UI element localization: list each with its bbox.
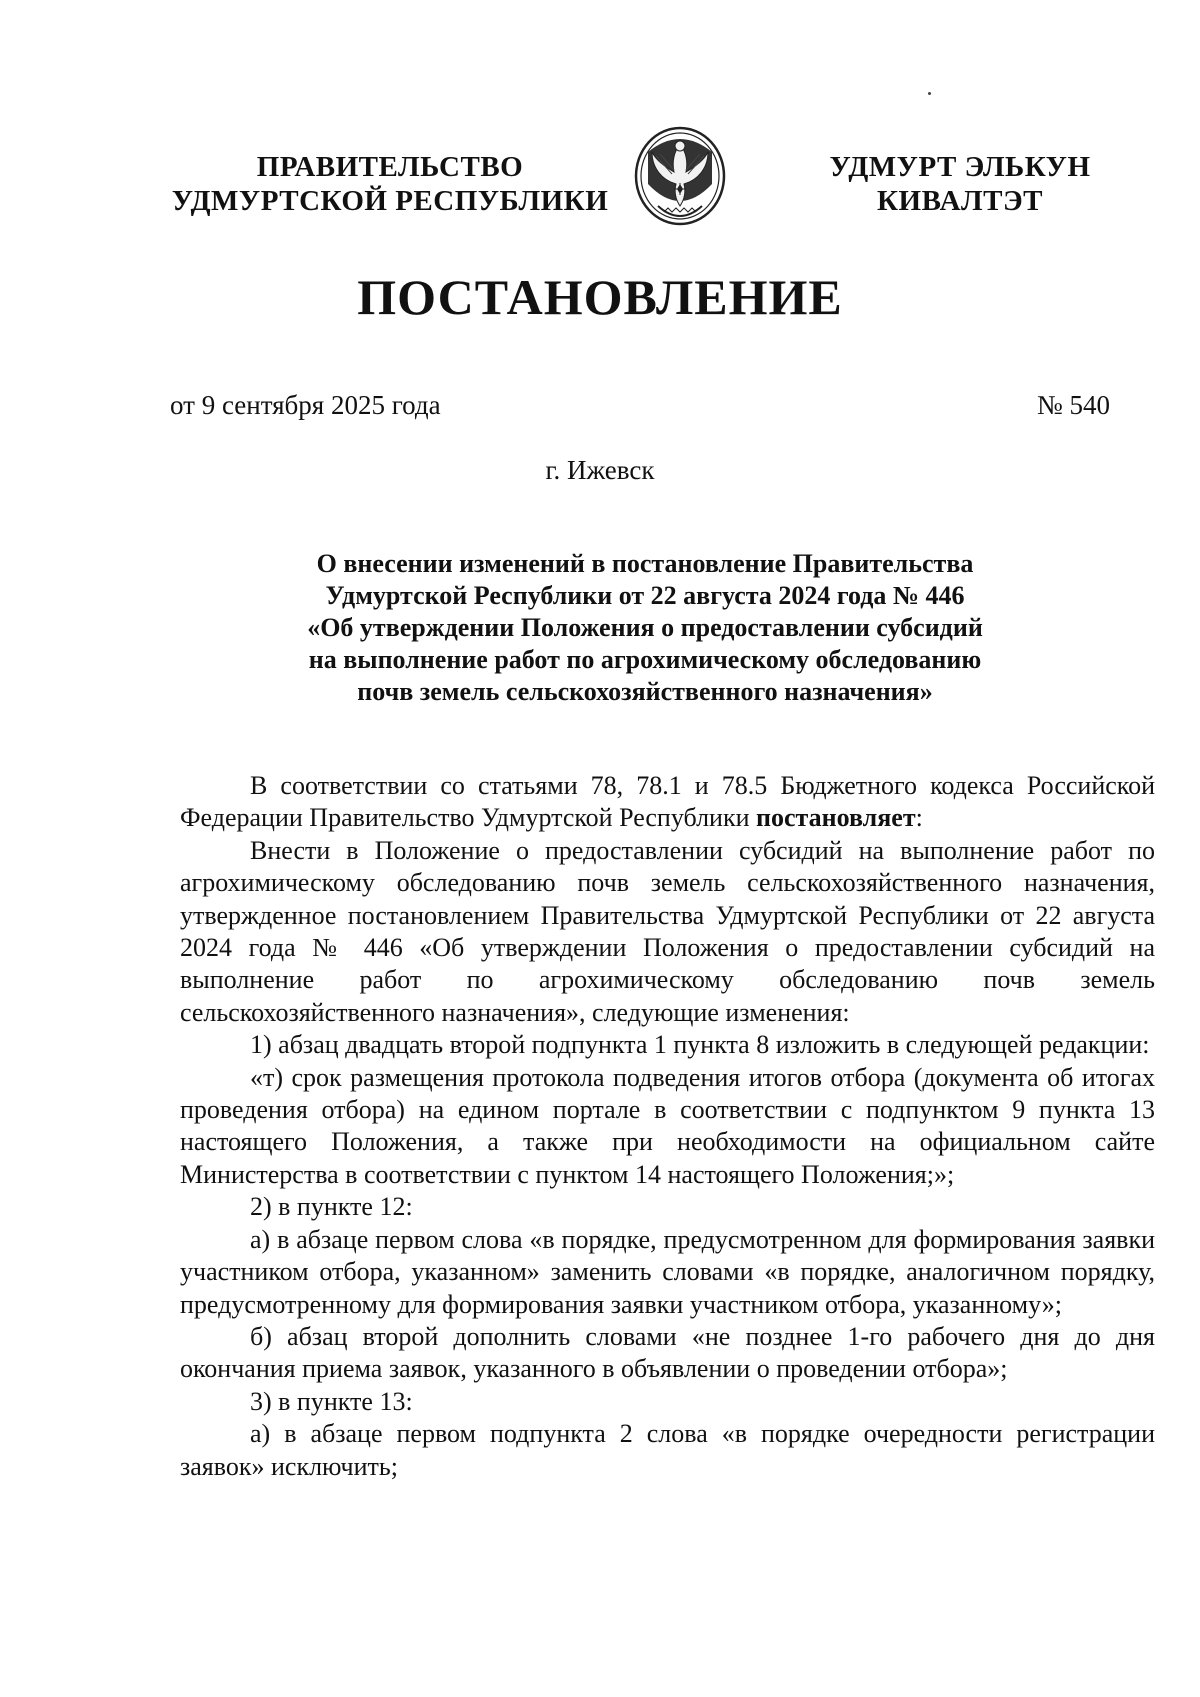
- document-city: г. Ижевск: [545, 455, 655, 485]
- body-paragraph-preamble: [180, 770, 1155, 835]
- preamble-keyword: постановляет: [756, 803, 916, 833]
- body-paragraph: «т) срок размещения протокола подведения итогов отбора (документа об итогах проведения отбора) на едином портале в соответствии с подпунктом 9 пункта 13 настоящего Положения, а также при необходимости на официальном сайте Министерства в соответствии с пунктом 14 настоящего Положения;»;: [180, 1062, 1155, 1189]
- document-body: [180, 770, 1155, 1483]
- body-paragraph: 2) в пункте 12:: [250, 1192, 413, 1222]
- udmurt-coat-of-arms-icon: [628, 122, 732, 232]
- header-right-line1: УДМУРТ ЭЛЬКУН: [829, 151, 1091, 183]
- header-left-line1: ПРАВИТЕЛЬСТВО: [256, 151, 524, 183]
- body-paragraph: Внести в Положение о предоставлении субсидий на выполнение работ по агрохимическому обследованию почв земель сельскохозяйственного назначения, утвержденное постановлением Правительства Удмуртской Республики от 22 августа 2024 года № 446 «Об утверждении Положения о предоставлении субсидий на выполнение работ по агрохимическому обследованию почв земель сельскохозяйственного назначения», следующие изменения:: [180, 835, 1155, 1027]
- document-number: № 540: [1036, 390, 1110, 420]
- preamble-text: В соответствии со статьями 78, 78.1 и 78.5 Бюджетного кодекса Российской Федерации Правительство Удмуртской Республики: [180, 771, 1155, 833]
- body-paragraph: а) в абзаце первом подпункта 2 слова «в порядке очередности регистрации заявок» исключить;: [180, 1419, 1155, 1481]
- header-russian: [170, 150, 610, 218]
- body-paragraph: 1) абзац двадцать второй подпункта 1 пункта 8 изложить в следующей редакции:: [250, 1030, 1150, 1060]
- scan-speck: [928, 92, 931, 95]
- document-subject: [250, 548, 1040, 708]
- subject-line: на выполнение работ по агрохимическому обследованию: [308, 645, 982, 674]
- subject-line: «Об утверждении Положения о предоставлении субсидий: [307, 613, 983, 642]
- header-udmurt: [815, 150, 1105, 218]
- subject-line: О внесении изменений в постановление Правительства: [316, 549, 974, 578]
- document-date: от 9 сентября 2025 года: [170, 390, 441, 420]
- body-paragraph: б) абзац второй дополнить словами «не позднее 1-го рабочего дня до дня окончания приема заявок, указанного в объявлении о проведении отбора»;: [180, 1321, 1155, 1384]
- document-title: ПОСТАНОВЛЕНИЕ: [357, 269, 843, 325]
- preamble-colon: :: [915, 803, 923, 833]
- header-right-line2: КИВАЛТЭТ: [876, 185, 1043, 217]
- header-left-line2: УДМУРТСКОЙ РЕСПУБЛИКИ: [171, 185, 609, 217]
- subject-line: Удмуртской Республики от 22 августа 2024 года № 446: [325, 581, 965, 610]
- body-paragraph: а) в абзаце первом слова «в порядке, предусмотренном для формирования заявки участником отбора, указанном» заменить словами «в порядке, аналогичном порядку, предусмотренному для формирования заявки участником отбора, указанному»;: [180, 1224, 1155, 1319]
- body-paragraph: 3) в пункте 13:: [250, 1386, 413, 1416]
- subject-line: почв земель сельскохозяйственного назначения»: [357, 677, 933, 706]
